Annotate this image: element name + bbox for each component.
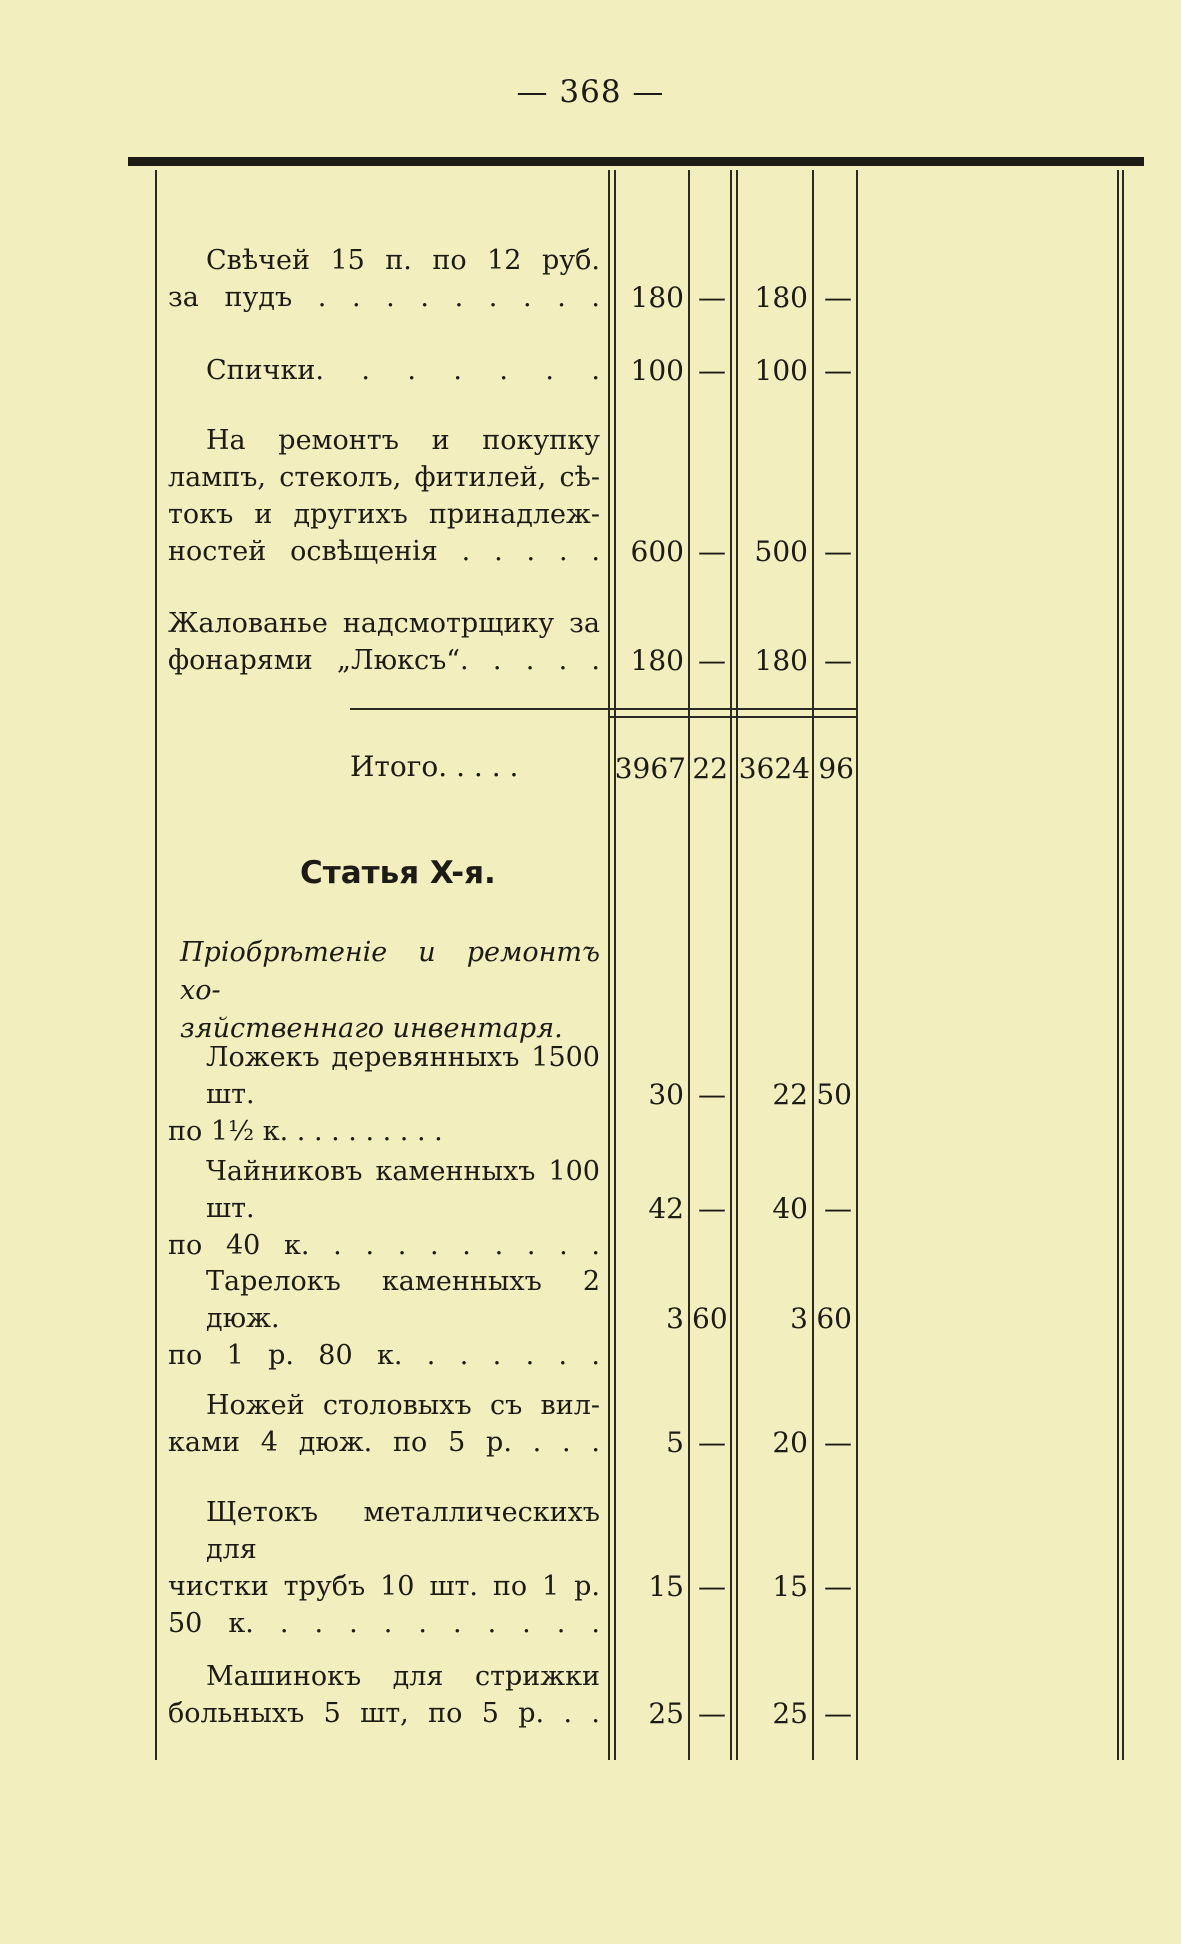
total-rub-2: 3624 xyxy=(738,752,810,785)
amount-rub-2: 500 xyxy=(754,535,808,568)
amount-kop-2: 50 xyxy=(816,1078,852,1111)
top-rule xyxy=(128,157,1144,166)
amount-kop-1: 60 xyxy=(692,1302,728,1335)
column-divider xyxy=(688,170,690,1760)
amount-rub-1: 3 xyxy=(666,1302,684,1335)
row-description: Машинокъ для стрижки больныхъ 5 шт, по 5 р. . . xyxy=(168,1661,600,1729)
amount-rub-2: 3 xyxy=(790,1302,808,1335)
amount-rub-2: 40 xyxy=(772,1192,808,1225)
column-divider xyxy=(856,170,858,1760)
row-description: Свѣчей 15 п. по 12 руб. за пудъ . . . . . . . . . xyxy=(168,245,600,313)
amount-kop-2: — xyxy=(824,1426,852,1459)
column-divider xyxy=(614,170,616,1760)
row-description: Жалованье надсмотрщику за фонарями „Люксъ“. . . . . xyxy=(168,608,600,676)
amount-rub-2: 22 xyxy=(772,1078,808,1111)
amount-kop-1: — xyxy=(698,1570,726,1603)
row-description: Спички. . . . . . . xyxy=(206,355,600,386)
amount-kop-2: — xyxy=(824,644,852,677)
total-label: Итого. . . . . xyxy=(350,750,519,783)
row-description: Ножей столовыхъ съ вил- ками 4 дюж. по 5 р. . . . xyxy=(168,1390,600,1458)
table-right-border xyxy=(1117,170,1119,1760)
total-rub-1: 3967 xyxy=(614,752,686,785)
amount-rub-2: 180 xyxy=(754,644,808,677)
amount-kop-2: — xyxy=(824,354,852,387)
amount-kop-2: 60 xyxy=(816,1302,852,1335)
row-description: Тарелокъ каменныхъ 2 дюж. по 1 р. 80 к. . . . . . . xyxy=(168,1266,600,1371)
amount-rub-2: 15 xyxy=(772,1570,808,1603)
amount-rub-1: 180 xyxy=(630,281,684,314)
amount-kop-1: — xyxy=(698,281,726,314)
amount-kop-2: — xyxy=(824,1697,852,1730)
subtotal-rule xyxy=(610,716,856,718)
amount-kop-2: — xyxy=(824,535,852,568)
amount-kop-2: — xyxy=(824,281,852,314)
amount-rub-1: 5 xyxy=(666,1426,684,1459)
amount-kop-1: — xyxy=(698,354,726,387)
table-left-border xyxy=(155,170,157,1760)
column-divider xyxy=(812,170,814,1760)
row-description: Щетокъ металлическихъ для чистки трубъ 10 шт. по 1 р. 50 к. . . . . . . . . . . xyxy=(168,1497,600,1639)
page-number: — 368 — xyxy=(516,74,665,110)
column-divider xyxy=(730,170,732,1760)
amount-rub-1: 25 xyxy=(648,1697,684,1730)
total-kop-2: 96 xyxy=(818,752,854,785)
row-description: Чайниковъ каменныхъ 100 шт. по 40 к. . . . . . . . . . xyxy=(168,1156,600,1261)
amount-rub-2: 180 xyxy=(754,281,808,314)
amount-rub-1: 15 xyxy=(648,1570,684,1603)
amount-kop-1: — xyxy=(698,1426,726,1459)
amount-rub-1: 100 xyxy=(630,354,684,387)
row-description: На ремонтъ и покупку лампъ, стеколъ, фитилей, сѣ- токъ и другихъ принадлеж- ностей освѣщенія . . . . . xyxy=(168,425,600,567)
amount-kop-1: — xyxy=(698,1697,726,1730)
amount-rub-2: 100 xyxy=(754,354,808,387)
amount-kop-1: — xyxy=(698,1192,726,1225)
amount-kop-1: — xyxy=(698,644,726,677)
amount-rub-1: 180 xyxy=(630,644,684,677)
amount-rub-1: 42 xyxy=(648,1192,684,1225)
amount-kop-1: — xyxy=(698,1078,726,1111)
section-subtitle: Пріобрѣтеніе и ремонтъ хо- зяйственнаго инвентаря. xyxy=(180,937,600,1044)
column-divider xyxy=(608,170,610,1760)
amount-kop-1: — xyxy=(698,535,726,568)
table-right-border xyxy=(1122,170,1124,1760)
column-divider xyxy=(736,170,738,1760)
subtotal-rule xyxy=(350,708,856,710)
amount-rub-1: 600 xyxy=(630,535,684,568)
amount-kop-2: — xyxy=(824,1192,852,1225)
total-kop-1: 22 xyxy=(692,752,728,785)
amount-kop-2: — xyxy=(824,1570,852,1603)
amount-rub-2: 20 xyxy=(772,1426,808,1459)
amount-rub-1: 30 xyxy=(648,1078,684,1111)
amount-rub-2: 25 xyxy=(772,1697,808,1730)
row-description: Ложекъ деревянныхъ 1500 шт. по 1½ к. . . . . . . . . . xyxy=(168,1042,600,1147)
section-title: Статья X-я. xyxy=(300,855,496,891)
